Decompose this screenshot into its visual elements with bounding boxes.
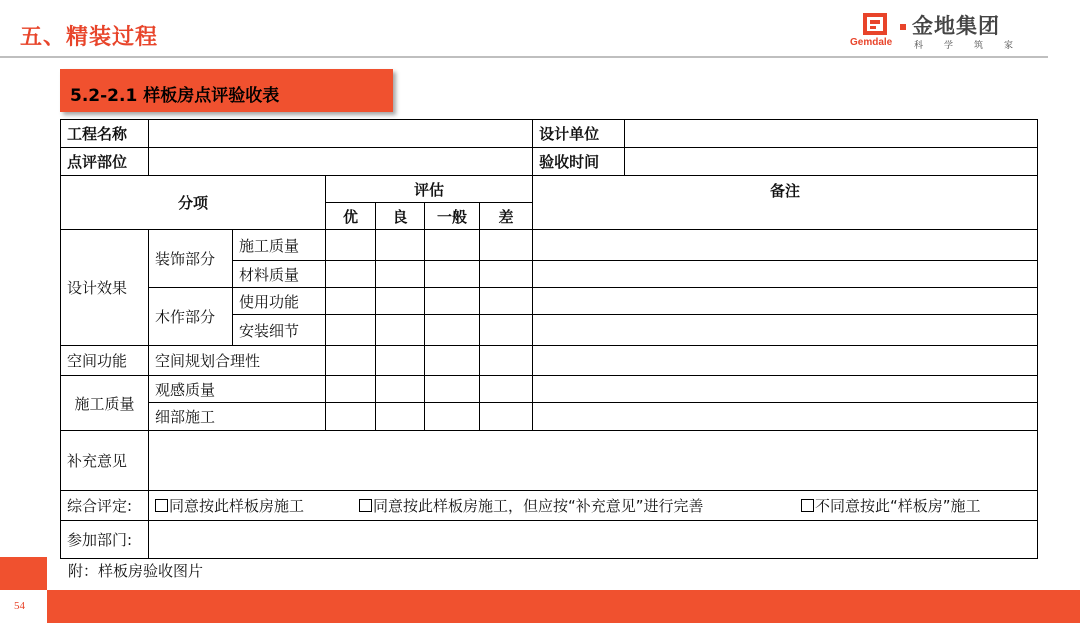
logo-motto-char: 筑 <box>974 41 984 51</box>
logo-dot <box>900 24 906 30</box>
item-label: 安装细节 <box>233 315 326 346</box>
grade-cell[interactable] <box>480 230 533 261</box>
attachment-note: 附：样板房验收图片 <box>68 562 204 580</box>
review-part-field[interactable] <box>149 148 533 176</box>
decoration-part-label: 装饰部分 <box>149 230 233 288</box>
supplementary-opinion-field[interactable] <box>149 431 1038 491</box>
logo-company-name: 金地集团 <box>912 14 1000 38</box>
option-disagree[interactable] <box>801 493 981 519</box>
grade-cell[interactable] <box>480 315 533 346</box>
design-unit-field[interactable] <box>625 120 1038 148</box>
header-divider <box>0 56 1048 58</box>
project-name-field[interactable] <box>149 120 533 148</box>
grade-cell[interactable] <box>326 315 376 346</box>
option-agree-label: 同意按此样板房施工 <box>169 496 305 515</box>
checkbox-icon[interactable] <box>801 499 814 512</box>
item-header: 分项 <box>61 176 326 230</box>
option-agree-with-improvement[interactable] <box>359 493 704 519</box>
remarks-cell[interactable] <box>533 288 1038 315</box>
grade-cell[interactable] <box>376 376 425 403</box>
grade-cell[interactable] <box>480 346 533 376</box>
gemdale-logo-icon <box>862 12 888 36</box>
remarks-cell[interactable] <box>533 315 1038 346</box>
remarks-cell[interactable] <box>533 346 1038 376</box>
grade-cell[interactable] <box>425 261 480 288</box>
remarks-cell[interactable] <box>533 403 1038 431</box>
grade-cell[interactable] <box>326 261 376 288</box>
item-label: 施工质量 <box>233 230 326 261</box>
grade-poor-header: 差 <box>480 203 533 230</box>
page-title: 五、精装过程 <box>20 25 159 50</box>
footer-accent-bar <box>47 590 1080 623</box>
grade-average-header: 一般 <box>425 203 480 230</box>
review-acceptance-form <box>60 119 1038 559</box>
grade-cell[interactable] <box>326 230 376 261</box>
logo-motto-char: 科 <box>914 41 924 51</box>
checkbox-icon[interactable] <box>359 499 372 512</box>
grade-cell[interactable] <box>480 403 533 431</box>
grade-cell[interactable] <box>376 288 425 315</box>
woodwork-part-label: 木作部分 <box>149 288 233 346</box>
remarks-header: 备注 <box>533 176 1038 230</box>
section-heading: 5.2-2.1 样板房点评验收表 <box>70 86 280 106</box>
grade-cell[interactable] <box>326 403 376 431</box>
participating-departments-label: 参加部门: <box>61 521 149 559</box>
remarks-cell[interactable] <box>533 230 1038 261</box>
grade-cell[interactable] <box>425 315 480 346</box>
option-agree[interactable] <box>155 493 304 519</box>
remarks-cell[interactable] <box>533 376 1038 403</box>
logo-motto <box>914 38 1034 51</box>
acceptance-time-field[interactable] <box>625 148 1038 176</box>
participating-departments-field[interactable] <box>149 521 1038 559</box>
item-label: 观感质量 <box>149 376 326 403</box>
overall-evaluation-options <box>149 491 1038 521</box>
grade-cell[interactable] <box>425 346 480 376</box>
logo-brand-name: Gemdale <box>850 37 893 48</box>
project-name-label: 工程名称 <box>61 120 149 148</box>
grade-cell[interactable] <box>480 261 533 288</box>
grade-cell[interactable] <box>425 403 480 431</box>
grade-cell[interactable] <box>425 376 480 403</box>
item-label: 材料质量 <box>233 261 326 288</box>
item-label: 空间规划合理性 <box>149 346 326 376</box>
grade-cell[interactable] <box>376 230 425 261</box>
grade-cell[interactable] <box>425 288 480 315</box>
acceptance-time-label: 验收时间 <box>533 148 625 176</box>
logo-motto-char: 学 <box>944 41 954 51</box>
logo-motto-char: 家 <box>1004 41 1014 51</box>
grade-cell[interactable] <box>326 288 376 315</box>
design-unit-label: 设计单位 <box>533 120 625 148</box>
grade-cell[interactable] <box>480 288 533 315</box>
remarks-cell[interactable] <box>533 261 1038 288</box>
option-agree-with-improvement-label: 同意按此样板房施工，但应按“补充意见”进行完善 <box>373 496 704 515</box>
grade-cell[interactable] <box>376 346 425 376</box>
grade-cell[interactable] <box>326 376 376 403</box>
grade-good-header: 良 <box>376 203 425 230</box>
grade-cell[interactable] <box>376 315 425 346</box>
footer-accent-left <box>0 557 47 590</box>
company-logo <box>850 10 1046 52</box>
grade-cell[interactable] <box>326 346 376 376</box>
supplementary-opinion-label: 补充意见 <box>61 431 149 491</box>
overall-evaluation-label: 综合评定: <box>61 491 149 521</box>
grade-excellent-header: 优 <box>326 203 376 230</box>
space-function-label: 空间功能 <box>61 346 149 376</box>
option-disagree-label: 不同意按此“样板房”施工 <box>815 496 981 515</box>
checkbox-icon[interactable] <box>155 499 168 512</box>
construction-quality-label: 施工质量 <box>61 376 149 431</box>
grade-cell[interactable] <box>376 403 425 431</box>
design-effect-label: 设计效果 <box>61 230 149 346</box>
section-heading-box <box>60 69 393 112</box>
evaluation-header: 评估 <box>326 176 533 203</box>
page-number: 54 <box>14 600 25 612</box>
item-label: 使用功能 <box>233 288 326 315</box>
grade-cell[interactable] <box>480 376 533 403</box>
grade-cell[interactable] <box>376 261 425 288</box>
grade-cell[interactable] <box>425 230 480 261</box>
review-part-label: 点评部位 <box>61 148 149 176</box>
item-label: 细部施工 <box>149 403 326 431</box>
